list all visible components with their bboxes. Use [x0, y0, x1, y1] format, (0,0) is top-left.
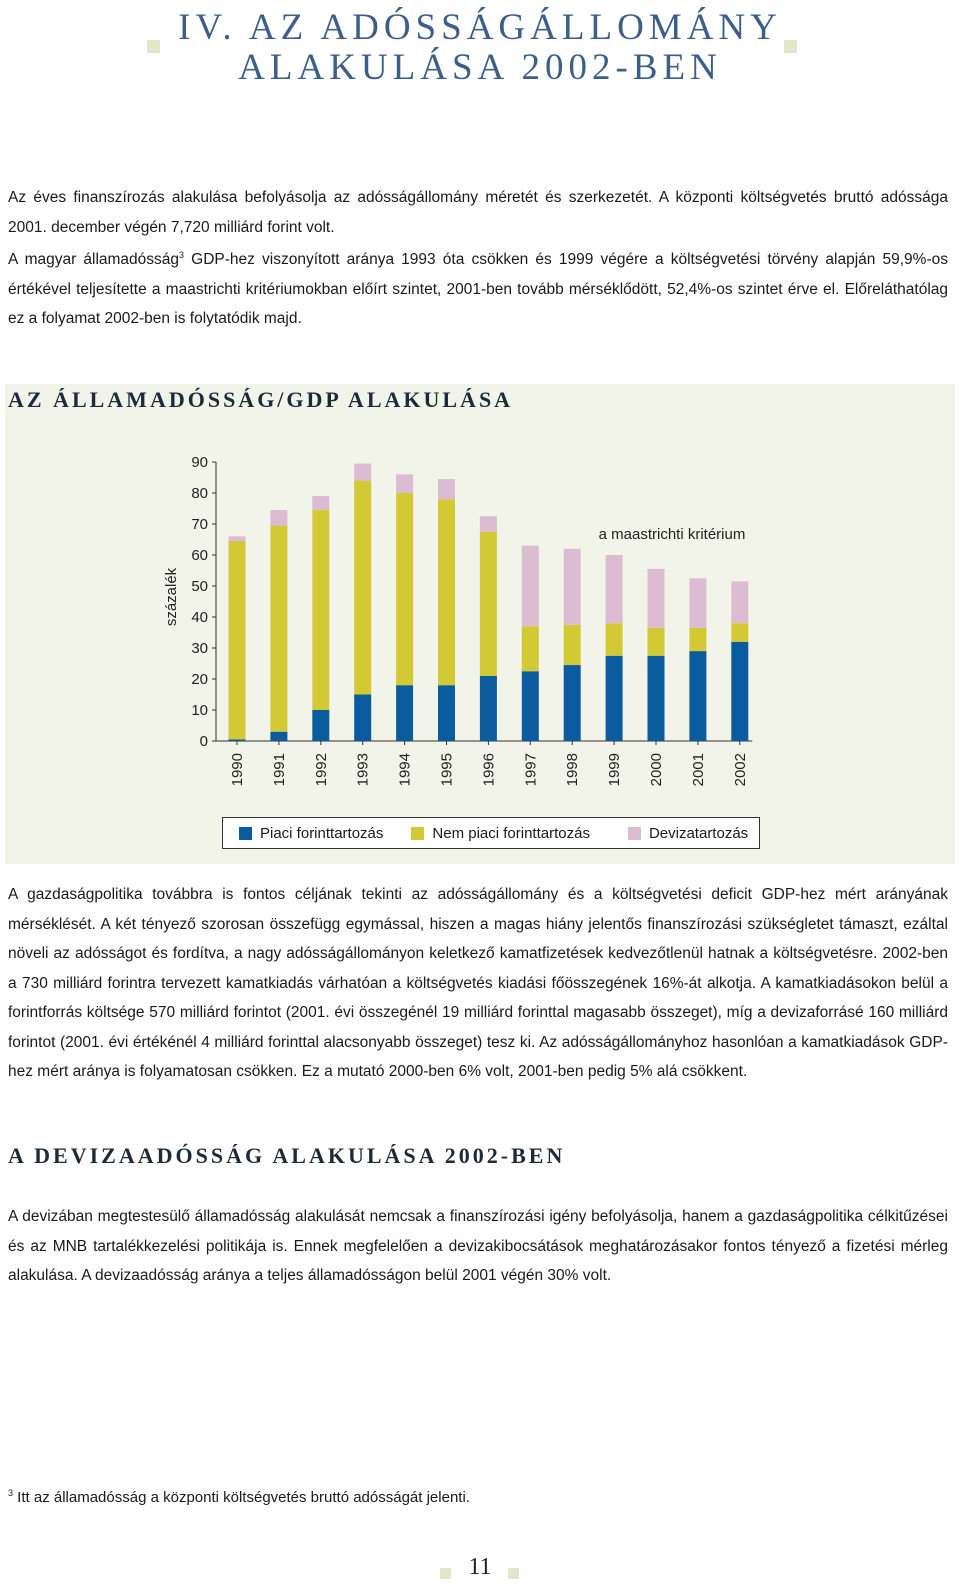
bar-segment-deviza-1998: [564, 549, 581, 625]
footnote: [8, 1488, 470, 1506]
x-tick-label: 1993: [354, 753, 372, 787]
bar-segment-deviza-1993: [354, 464, 371, 481]
bar-segment-deviza-2000: [648, 569, 665, 628]
bar-segment-piaci-2001: [689, 651, 706, 741]
x-tick-label: 1992: [312, 753, 330, 787]
bar-segment-nem-piaci-1999: [606, 623, 623, 656]
bar-segment-piaci-1993: [354, 695, 371, 742]
bar-segment-piaci-1992: [312, 710, 329, 741]
bar-segment-deviza-1996: [480, 516, 497, 532]
y-tick-label: 60: [191, 547, 208, 564]
bar-segment-deviza-1990: [229, 536, 246, 541]
bar-segment-deviza-1995: [438, 479, 455, 499]
bar-segment-nem-piaci-1990: [229, 541, 246, 739]
paragraph-1: Az éves finanszírozás alakulása befolyásolja az adósságállomány méretét és szerkezetét. A központi költségvetés bruttó adóssága 2001. december végén 7,720 milliárd forint volt.: [8, 189, 948, 236]
bar-segment-piaci-1990: [229, 739, 246, 741]
x-tick-label: 1991: [270, 753, 288, 787]
section-2-title: A DEVIZAADÓSSÁG ALAKULÁSA 2002-BEN: [8, 1143, 566, 1168]
y-tick-label: 80: [191, 485, 208, 502]
y-tick-label: 10: [191, 702, 208, 719]
x-tick-label: 1990: [229, 753, 246, 787]
bar-segment-piaci-1999: [606, 656, 623, 741]
y-tick-label: 50: [191, 578, 208, 595]
legend-swatch-nem-piaci: [411, 827, 424, 840]
bar-segment-piaci-2002: [731, 642, 748, 741]
legend-item-piaci: [239, 825, 383, 842]
chart-legend: [222, 817, 760, 849]
bar-segment-deviza-1997: [522, 546, 539, 627]
page-number: 11: [468, 1554, 492, 1580]
footnote-marker: 3: [8, 1488, 14, 1498]
bar-segment-piaci-1998: [564, 665, 581, 741]
x-tick-label: 2001: [689, 753, 707, 787]
x-tick-label: 2000: [648, 753, 665, 787]
chapter-title-line2: ALAKULÁSA 2002-BEN: [238, 47, 722, 88]
chapter-title-line1: IV. AZ ADÓSSÁGÁLLOMÁNY: [178, 7, 782, 48]
bar-segment-nem-piaci-1992: [312, 510, 329, 710]
bar-segment-nem-piaci-1998: [564, 625, 581, 665]
maastricht-annotation: a maastrichti kritérium: [598, 526, 746, 543]
bar-segment-deviza-1994: [396, 474, 413, 493]
y-tick-label: 20: [191, 671, 208, 688]
bar-segment-nem-piaci-1991: [270, 526, 287, 732]
legend-item-nem-piaci: [411, 825, 590, 842]
legend-swatch-piaci: [239, 827, 252, 840]
y-tick-label: 40: [191, 609, 208, 626]
y-tick-label: 30: [191, 640, 208, 657]
paragraph-2-rest: GDP-hez viszonyított aránya 1993 óta csökken és 1999 végére a költségvetési törvény alapján 59,9%-os értékével teljesítette a maastrichti kritériumokban előírt szintet, 2001-ben tovább mérséklődött, 52,4%-os szintet érve el. Előreláthatólag ez a folyamat 2002-ben is folytatódik majd.: [8, 251, 948, 328]
paragraph-3: A gazdaságpolitika továbbra is fontos céljának tekinti az adósságállomány és a költségvetési deficit GDP-hez mért arányának mérséklését. A két tényező szorosan összefügg egymással, hiszen a magas hiány jelentős finanszírozási szükségletet támaszt, ezáltal növeli az adósságot és fordítva, a nagy adósságállományon keletkező kamatfizetések kedvezőtlenül hatnak a költségvetésre. 2002-ben a 730 milliárd forintra tervezett kamatkiadás várhatóan a költségvetés kiadási főösszegének 16%-át alkotja. A kamatkiadásokon belül a forintforrás költsége 570 milliárd forintot (2001. évi összegénél 19 milliárd forinttal magasabb összeget), míg a devizaforrásé 160 milliárd forintot (2001. évi értékénél 4 milliárd forinttal alacsonyabb összeget) tesz ki. Az adósságállományhoz hasonlóan a kamatkiadások GDP-hez mért aránya is folyamatosan csökken. Ez a mutató 2000-ben 6% volt, 2001-ben pedig 5% alá csökkent.: [8, 886, 948, 1080]
bar-segment-piaci-1991: [270, 732, 287, 741]
bar-segment-deviza-2002: [731, 581, 748, 623]
x-tick-label: 1995: [438, 753, 456, 787]
bar-segment-nem-piaci-1993: [354, 481, 371, 695]
y-tick-label: 70: [191, 516, 208, 533]
chart-section-title: AZ ÁLLAMADÓSSÁG/GDP ALAKULÁSA: [8, 387, 514, 412]
bar-segment-nem-piaci-2000: [648, 628, 665, 656]
x-tick-label: 1996: [480, 753, 498, 787]
bar-segment-piaci-1994: [396, 685, 413, 741]
legend-item-deviza: [628, 825, 748, 842]
bar-segment-piaci-1997: [522, 671, 539, 741]
legend-label-nem-piaci: Nem piaci forinttartozás: [432, 824, 590, 842]
y-tick-label: 90: [191, 454, 208, 471]
paragraph-2-start: A magyar államadósság: [8, 251, 180, 269]
bar-segment-piaci-1996: [480, 676, 497, 741]
bar-segment-nem-piaci-1996: [480, 532, 497, 676]
y-axis-title: százalék: [163, 567, 180, 627]
paragraph-4: A devizában megtestesülő államadósság alakulását nemcsak a finanszírozási igény befolyásolja, hanem a gazdaságpolitika célkitűzései és az MNB tartalékkezelési politikája is. Ennek megfelelően a devizakibocsátások meghatározásakor fontos tényező a fizetési mérleg alakulása. A devizaadósság aránya a teljes államadósságon belül 2001 végén 30% volt.: [8, 1208, 948, 1284]
x-tick-label: 1994: [396, 753, 414, 787]
bar-segment-deviza-1999: [606, 555, 623, 623]
bar-segment-nem-piaci-1994: [396, 493, 413, 685]
bar-segment-piaci-2000: [648, 656, 665, 741]
bar-segment-nem-piaci-1995: [438, 499, 455, 685]
x-tick-label: 1998: [564, 753, 582, 787]
bar-segment-nem-piaci-2001: [689, 628, 706, 651]
bar-segment-deviza-2001: [689, 578, 706, 628]
footnote-ref: 3: [179, 250, 185, 260]
bar-segment-piaci-1995: [438, 685, 455, 741]
legend-label-deviza: Devizatartozás: [648, 824, 749, 842]
bar-segment-deviza-1991: [270, 510, 287, 526]
legend-swatch-deviza: [628, 827, 641, 840]
x-tick-label: 2002: [731, 753, 749, 787]
bar-segment-deviza-1992: [312, 496, 329, 510]
legend-label-piaci: Piaci forinttartozás: [260, 824, 384, 842]
bar-segment-nem-piaci-2002: [731, 623, 748, 642]
x-tick-label: 1999: [606, 753, 624, 787]
footnote-text: Itt az államadósság a központi költségvetés bruttó adósságát jelenti.: [13, 1489, 470, 1506]
x-tick-label: 1997: [522, 753, 540, 787]
y-tick-label: 0: [199, 733, 208, 750]
bar-segment-nem-piaci-1997: [522, 626, 539, 671]
